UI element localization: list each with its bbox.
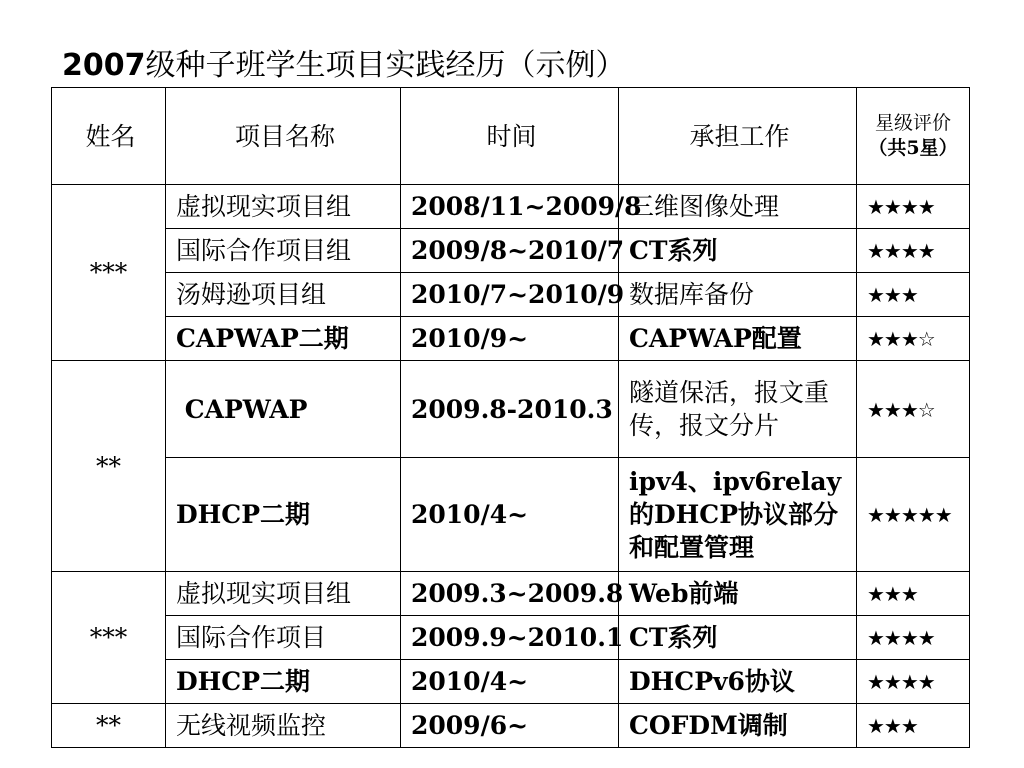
- table-row: [52, 660, 970, 704]
- header-row: [52, 88, 970, 185]
- rating-cell: [857, 317, 970, 361]
- title-text: 级种子班学生项目实践经历（示例）: [145, 48, 626, 83]
- work-cell: DHCPv6协议: [619, 660, 857, 704]
- rating-cell: [857, 185, 970, 229]
- project-cell: 虚拟现实项目组: [166, 572, 401, 616]
- table-row: [52, 229, 970, 273]
- time-cell: 2010/4~: [401, 660, 619, 704]
- time-cell: 2009/6~: [401, 704, 619, 748]
- table-row: [52, 185, 970, 229]
- time-cell: 2010/4~: [401, 458, 619, 572]
- title-year: 2007: [62, 48, 146, 83]
- time-cell: 2010/7~2010/9: [401, 273, 619, 317]
- student-name-cell: ***: [52, 572, 166, 704]
- time-cell: 2008/11~2009/8: [401, 185, 619, 229]
- header-rating-line1: 星级评价: [874, 112, 951, 134]
- project-cell: 国际合作项目组: [166, 229, 401, 273]
- star-rating: ★★★: [867, 714, 918, 738]
- star-rating: ★★★★: [867, 239, 935, 263]
- time-cell: 2009.9~2010.1: [401, 616, 619, 660]
- project-cell: DHCP二期: [166, 660, 401, 704]
- header-time: 时间: [401, 88, 619, 185]
- work-cell: 三维图像处理: [619, 185, 857, 229]
- table-row: [52, 317, 970, 361]
- star-rating: ★★★☆: [867, 397, 935, 422]
- star-rating: ★★★★: [867, 670, 935, 694]
- project-cell: 汤姆逊项目组: [166, 273, 401, 317]
- project-practice-table: [51, 87, 970, 748]
- time-cell: 2009.8-2010.3: [401, 361, 619, 458]
- header-project: 项目名称: [166, 88, 401, 185]
- table-row: [52, 458, 970, 572]
- star-rating: ★★★☆: [867, 327, 935, 351]
- time-cell: 2010/9~: [401, 317, 619, 361]
- project-cell: 虚拟现实项目组: [166, 185, 401, 229]
- work-cell: CT系列: [619, 616, 857, 660]
- work-cell: 隧道保活，报文重传，报文分片: [619, 361, 857, 458]
- page-title: [62, 46, 626, 86]
- table-row: [52, 572, 970, 616]
- rating-cell: [857, 273, 970, 317]
- work-cell: CAPWAP配置: [619, 317, 857, 361]
- work-text: CT系列: [629, 236, 718, 265]
- table-row: [52, 704, 970, 748]
- rating-cell: [857, 704, 970, 748]
- rating-cell: [857, 229, 970, 273]
- header-name: 姓名: [52, 88, 166, 185]
- rating-cell: [857, 616, 970, 660]
- student-name-cell: **: [52, 704, 166, 748]
- project-cell: DHCP二期: [166, 458, 401, 572]
- header-rating: [857, 88, 970, 185]
- table-row: [52, 273, 970, 317]
- project-cell: CAPWAP: [166, 361, 401, 458]
- header-rating-line2: （共5星）: [868, 137, 958, 159]
- star-rating: ★★★: [867, 582, 918, 606]
- table-row: [52, 361, 970, 458]
- student-name-cell: **: [52, 361, 166, 572]
- star-rating: ★★★★: [867, 195, 935, 219]
- work-cell: 数据库备份: [619, 273, 857, 317]
- work-cell: [619, 229, 857, 273]
- rating-cell: [857, 361, 970, 458]
- rating-cell: [857, 572, 970, 616]
- rating-cell: [857, 660, 970, 704]
- student-name-cell: ***: [52, 185, 166, 361]
- work-cell: ipv4、ipv6relay的DHCP协议部分和配置管理: [619, 458, 857, 572]
- star-rating: ★★★★: [867, 626, 935, 650]
- star-rating: ★★★: [867, 283, 918, 307]
- star-rating: ★★★★★: [867, 503, 952, 527]
- project-cell: 国际合作项目: [166, 616, 401, 660]
- project-cell: 无线视频监控: [166, 704, 401, 748]
- header-work: 承担工作: [619, 88, 857, 185]
- project-cell: CAPWAP二期: [166, 317, 401, 361]
- rating-cell: [857, 458, 970, 572]
- time-cell: 2009.3~2009.8: [401, 572, 619, 616]
- time-cell: 2009/8~2010/7: [401, 229, 619, 273]
- table-row: [52, 616, 970, 660]
- work-cell: Web前端: [619, 572, 857, 616]
- work-cell: COFDM调制: [619, 704, 857, 748]
